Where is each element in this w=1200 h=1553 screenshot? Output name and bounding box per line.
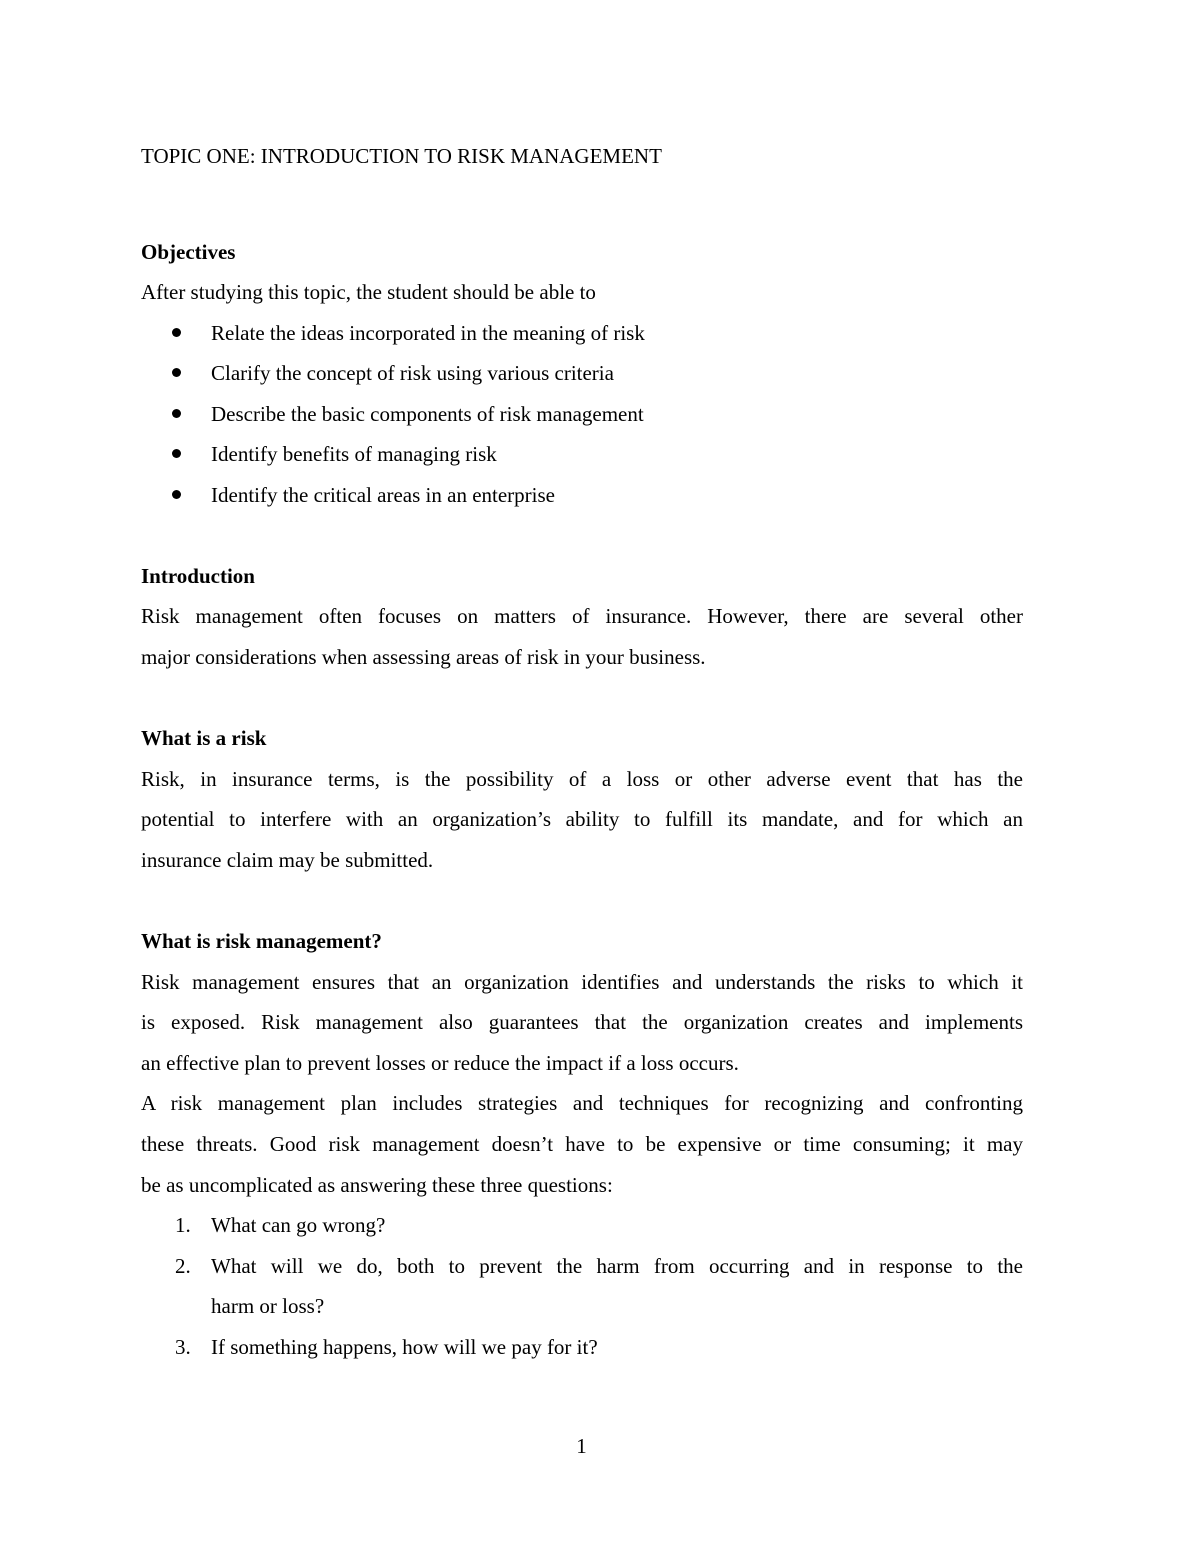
objective-text: Identify the critical areas in an enterprise xyxy=(211,483,555,507)
list-number: 3. xyxy=(175,1335,191,1359)
question-text: What will we do, both to prevent the harm from occurring and in response to the xyxy=(211,1254,1023,1278)
paragraph-line: these threats. Good risk management doesn’t have to be expensive or time consuming; it may xyxy=(141,1132,1023,1156)
introduction-heading: Introduction xyxy=(141,564,255,588)
page-title: TOPIC ONE: INTRODUCTION TO RISK MANAGEMENT xyxy=(141,144,662,168)
objective-text: Clarify the concept of risk using various criteria xyxy=(211,361,614,385)
paragraph-line: potential to interfere with an organization’s ability to fulfill its mandate, and for which an xyxy=(141,807,1023,831)
objective-text: Identify benefits of managing risk xyxy=(211,442,497,466)
bullet-icon xyxy=(172,409,181,418)
paragraph-line: Risk management often focuses on matters of insurance. However, there are several other xyxy=(141,604,1023,628)
paragraph-line: Risk, in insurance terms, is the possibility of a loss or other adverse event that has the xyxy=(141,767,1023,791)
what-is-risk-heading: What is a risk xyxy=(141,726,267,750)
bullet-icon xyxy=(172,490,181,499)
question-text: harm or loss? xyxy=(211,1294,325,1318)
paragraph-line: be as uncomplicated as answering these three questions: xyxy=(141,1173,613,1197)
paragraph-line: insurance claim may be submitted. xyxy=(141,848,434,872)
objectives-intro: After studying this topic, the student should be able to xyxy=(141,280,596,304)
paragraph-line: major considerations when assessing areas of risk in your business. xyxy=(141,645,706,669)
question-text: If something happens, how will we pay for it? xyxy=(211,1335,598,1359)
paragraph-line: an effective plan to prevent losses or reduce the impact if a loss occurs. xyxy=(141,1051,739,1075)
paragraph-line: Risk management ensures that an organization identifies and understands the risks to which it xyxy=(141,970,1023,994)
list-number: 2. xyxy=(175,1254,191,1278)
bullet-icon xyxy=(172,368,181,377)
bullet-icon xyxy=(172,328,181,337)
paragraph-line: is exposed. Risk management also guarantees that the organization creates and implements xyxy=(141,1010,1023,1034)
risk-management-heading: What is risk management? xyxy=(141,929,382,953)
question-text: What can go wrong? xyxy=(211,1213,386,1237)
objectives-heading: Objectives xyxy=(141,240,236,264)
list-number: 1. xyxy=(175,1213,191,1237)
objective-text: Describe the basic components of risk management xyxy=(211,402,644,426)
bullet-icon xyxy=(172,449,181,458)
paragraph-line: A risk management plan includes strategies and techniques for recognizing and confronting xyxy=(141,1091,1023,1115)
objective-text: Relate the ideas incorporated in the meaning of risk xyxy=(211,321,645,345)
page-number: 1 xyxy=(576,1434,587,1458)
